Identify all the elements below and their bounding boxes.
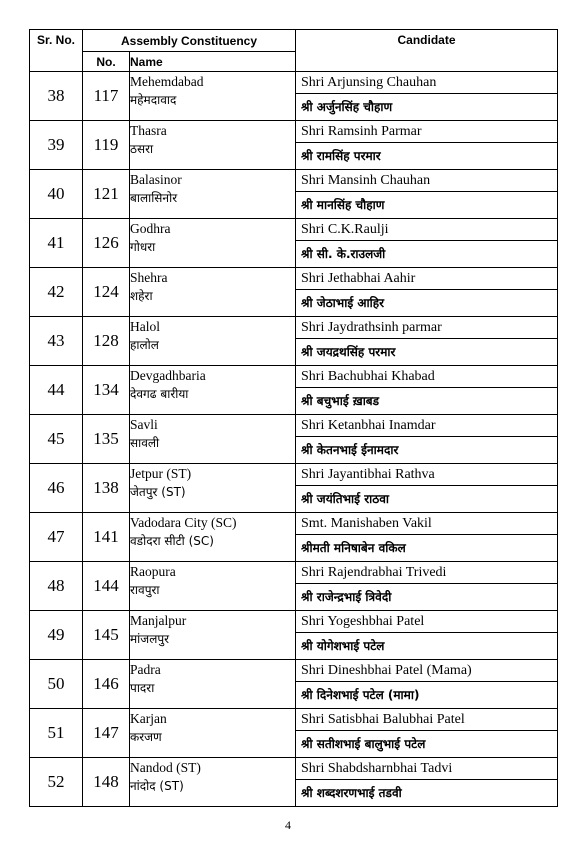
table-row [30,758,558,807]
header-candidate: Candidate [296,30,558,72]
constituency-name-cell [130,464,296,513]
candidate-cell [296,611,558,660]
constituency-name-en: Godhra [130,221,171,236]
candidate-name-hi: श्री राजेन्द्रभाई त्रिवेदी [301,590,392,604]
sr-no-cell: 50 [30,660,83,709]
table-row [30,317,558,366]
candidate-name-hi: श्री केतनभाई ईनामदार [301,443,399,457]
candidate-name-hi: श्री सतीशभाई बालुभाई पटेल [301,737,426,751]
table-row [30,562,558,611]
candidate-name-en: Shri Dineshbhai Patel (Mama) [296,660,557,682]
header-name: Name [130,52,296,72]
candidate-name-en: Shri Ketanbhai Inamdar [296,415,557,437]
candidate-cell [296,709,558,758]
constituency-name-en: Vadodara City (SC) [130,515,237,530]
constituency-name-en: Mehemdabad [130,74,204,89]
constituency-name-cell [130,219,296,268]
constituency-name-hi: पादरा [130,681,155,695]
candidate-cell [296,513,558,562]
sr-no-cell: 49 [30,611,83,660]
constituency-name-en: Jetpur (ST) [130,466,192,481]
candidate-name-en: Shri Ramsinh Parmar [296,121,557,143]
sr-no-cell: 38 [30,72,83,121]
table-row [30,415,558,464]
candidate-cell [296,464,558,513]
candidate-name-hi: श्री सी. के.राउलजी [301,247,386,261]
constituency-no-cell: 119 [83,121,130,170]
constituency-name-en: Savli [130,417,158,432]
constituency-name-hi: हालोल [130,338,159,352]
sr-no-cell: 51 [30,709,83,758]
constituency-no-cell: 148 [83,758,130,807]
candidate-name-hi: श्रीमती मनिषाबेन वकिल [301,541,406,555]
constituency-name-cell [130,562,296,611]
candidate-cell [296,170,558,219]
candidate-name-en: Shri Mansinh Chauhan [296,170,557,192]
constituency-no-cell: 117 [83,72,130,121]
constituency-name-hi: नांदोद (ST) [130,779,184,793]
candidate-name-en: Shri Arjunsing Chauhan [296,72,557,94]
constituency-no-cell: 121 [83,170,130,219]
candidate-cell [296,415,558,464]
table-row [30,660,558,709]
constituency-no-cell: 128 [83,317,130,366]
constituency-name-cell [130,72,296,121]
candidate-name-en: Smt. Manishaben Vakil [296,513,557,535]
constituency-no-cell: 134 [83,366,130,415]
table-row [30,366,558,415]
constituency-no-cell: 138 [83,464,130,513]
constituency-name-hi: वडोदरा सीटी (SC) [130,534,214,548]
page-number: 4 [285,818,291,832]
constituency-name-hi: गोधरा [130,240,156,254]
constituency-no-cell: 126 [83,219,130,268]
constituency-no-cell: 141 [83,513,130,562]
candidate-name-hi: श्री दिनेशभाई पटेल (मामा) [301,688,420,702]
constituency-name-cell [130,317,296,366]
sr-no-cell: 41 [30,219,83,268]
candidate-name-en: Shri Rajendrabhai Trivedi [296,562,557,584]
constituency-name-en: Balasinor [130,172,182,187]
constituency-no-cell: 145 [83,611,130,660]
table-row [30,72,558,121]
constituency-name-hi: करजण [130,730,162,744]
candidate-name-en: Shri C.K.Raulji [296,219,557,241]
candidate-cell [296,366,558,415]
sr-no-cell: 52 [30,758,83,807]
constituency-name-hi: सावली [130,436,160,450]
constituency-no-cell: 124 [83,268,130,317]
table-row [30,611,558,660]
candidate-name-en: Shri Bachubhai Khabad [296,366,557,388]
constituency-name-cell [130,758,296,807]
table-row [30,464,558,513]
table-row [30,219,558,268]
constituency-name-hi: शहेरा [130,289,153,303]
candidate-cell [296,268,558,317]
candidate-name-en: Shri Jaydrathsinh parmar [296,317,557,339]
constituency-name-hi: देवगढ बारीया [130,387,189,401]
constituency-no-cell: 135 [83,415,130,464]
constituency-name-en: Raopura [130,564,176,579]
candidate-cell [296,660,558,709]
constituency-name-en: Manjalpur [130,613,187,628]
constituency-name-hi: ठसरा [130,142,154,156]
sr-no-cell: 47 [30,513,83,562]
sr-no-cell: 44 [30,366,83,415]
sr-no-cell: 42 [30,268,83,317]
constituency-name-cell [130,366,296,415]
table-row [30,121,558,170]
candidate-cell [296,72,558,121]
constituency-no-cell: 146 [83,660,130,709]
candidate-name-hi: श्री शब्दशरणभाई तडवी [301,786,402,800]
constituency-name-en: Padra [130,662,161,677]
constituency-name-en: Halol [130,319,160,334]
sr-no-cell: 39 [30,121,83,170]
candidate-name-hi: श्री बचुभाई ख़ाबड [301,394,380,408]
candidate-name-hi: श्री मानसिंह चौहाण [301,198,385,212]
candidate-name-en: Shri Satisbhai Balubhai Patel [296,709,557,731]
header-assembly-constituency: Assembly Constituency [83,30,296,52]
constituency-name-cell [130,513,296,562]
constituency-name-cell [130,709,296,758]
constituency-name-cell [130,268,296,317]
constituency-name-cell [130,121,296,170]
constituency-no-cell: 144 [83,562,130,611]
sr-no-cell: 43 [30,317,83,366]
constituency-name-en: Shehra [130,270,168,285]
constituency-name-cell [130,611,296,660]
constituency-name-en: Nandod (ST) [130,760,201,775]
candidate-name-hi: श्री योगेशभाई पटेल [301,639,385,653]
table-row [30,513,558,562]
constituency-name-cell [130,415,296,464]
header-sr-no: Sr. No. [30,30,83,72]
candidate-name-hi: श्री जयद्रथसिंह परमार [301,345,396,359]
sr-no-cell: 46 [30,464,83,513]
candidate-name-hi: श्री रामसिंह परमार [301,149,381,163]
constituency-name-hi: रावपुरा [130,583,160,597]
constituency-name-en: Karjan [130,711,167,726]
sr-no-cell: 48 [30,562,83,611]
table-row [30,709,558,758]
constituency-no-cell: 147 [83,709,130,758]
constituency-name-hi: जेतपुर (ST) [130,485,186,499]
candidate-name-hi: श्री जयंतिभाई राठवा [301,492,389,506]
sr-no-cell: 45 [30,415,83,464]
table-row [30,268,558,317]
table-row [30,170,558,219]
candidate-name-en: Shri Jayantibhai Rathva [296,464,557,486]
constituency-name-hi: महेमदावाद [130,93,177,107]
candidate-name-hi: श्री अर्जुनसिंह चौहाण [301,100,393,114]
candidate-cell [296,121,558,170]
constituency-name-cell [130,660,296,709]
constituency-name-en: Thasra [130,123,167,138]
candidate-cell [296,758,558,807]
candidate-cell [296,219,558,268]
sr-no-cell: 40 [30,170,83,219]
header-no: No. [83,52,130,72]
candidate-table [29,29,558,807]
constituency-name-hi: बालासिनोर [130,191,178,205]
constituency-name-hi: मांजलपुर [130,632,170,646]
candidate-name-en: Shri Jethabhai Aahir [296,268,557,290]
constituency-name-cell [130,170,296,219]
candidate-name-en: Shri Yogeshbhai Patel [296,611,557,633]
constituency-name-en: Devgadhbaria [130,368,206,383]
candidate-cell [296,317,558,366]
candidate-cell [296,562,558,611]
candidate-name-hi: श्री जेठाभाई आहिर [301,296,385,310]
candidate-name-en: Shri Shabdsharnbhai Tadvi [296,758,557,780]
